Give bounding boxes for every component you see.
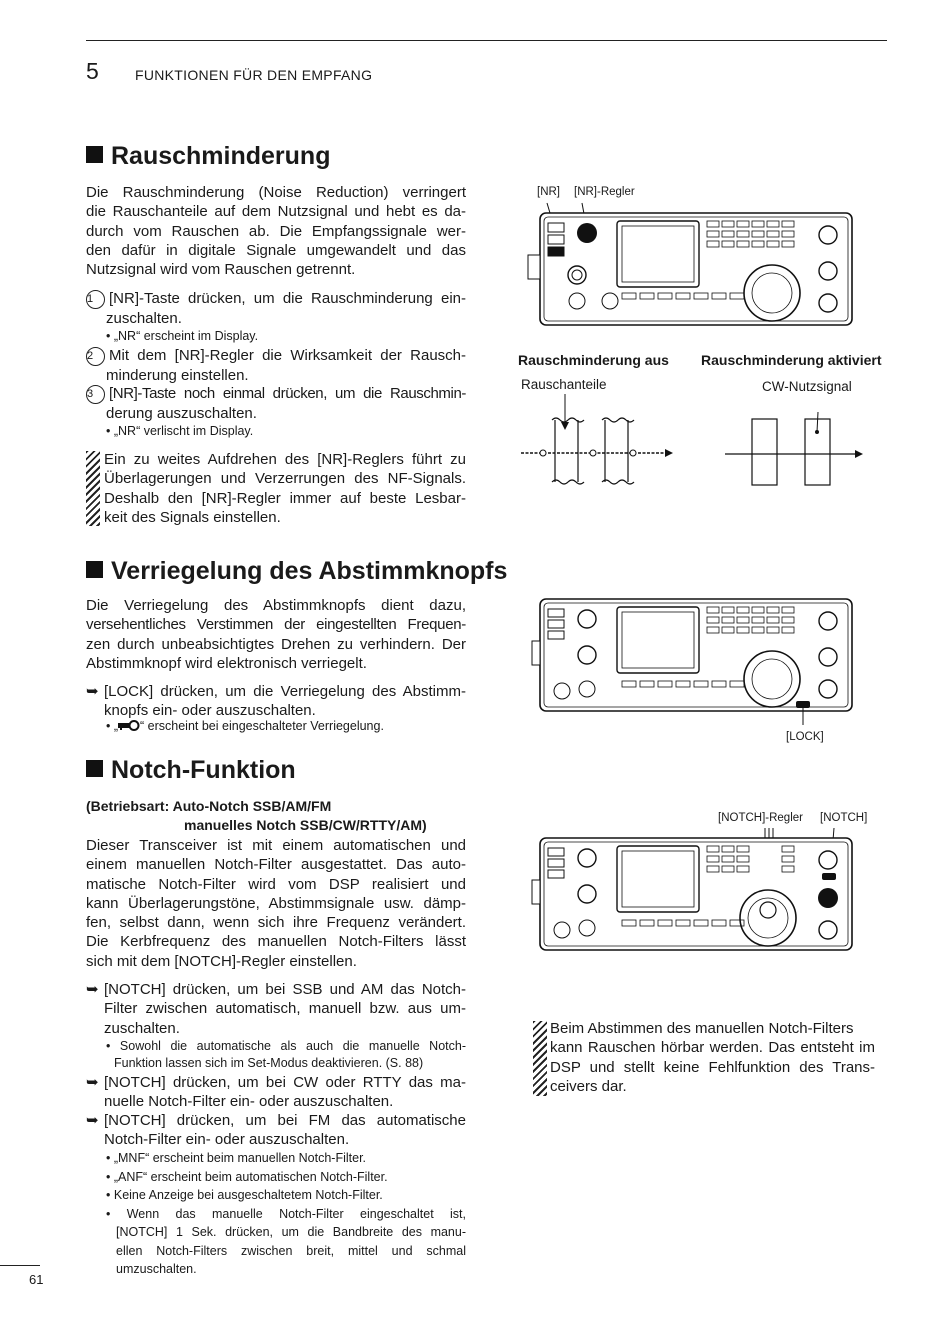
label-notch-knob: [NOTCH]-Regler (718, 812, 803, 824)
label-nr-button: [NR] (537, 186, 560, 198)
label-nr-knob: [NR]-Regler (574, 186, 635, 198)
step-number: 1 (86, 290, 105, 309)
caution-hatch-icon (86, 451, 100, 526)
notch-step-3: ➥ [NOTCH] drücken, um bei FM das automatische Notch-Filter ein- oder auszuschalten. (86, 1112, 466, 1149)
caution-hatch-icon (533, 1021, 547, 1096)
step-3-note: • „NR“ verlischt im Display. (106, 424, 254, 438)
notch-intro: Dieser Transceiver ist mit einem automatischen und einem manuellen Notch-Filter ausgestattet. Das auto- matische Notch-Filter wird vom DSP realisiert und kann Überlagerungstöne, Abstimmsignale usw. dämp- fen, selbst dann, wenn sich ihre Frequenz verändert. Die Kerbfrequenz des manuellen Notch-Filters lässt sich mit dem [NOTCH]-Regler einstellen. (86, 837, 466, 970)
dial-lock-intro: Die Verriegelung des Abstimmknopfs dient dazu, versehentliches Verstimmen der eingestellten Frequen- zen durch unbeabsichtigtes Drehen zu verhindern. Der Abstimmknopf wird elektronisch verriegelt. (86, 597, 466, 672)
diagram-off-title: Rauschminderung aus (518, 352, 669, 368)
dial-lock-note: • „ “ erscheint bei eingeschalteter Verriegelung. (106, 719, 384, 733)
notch-step-2: ➥ [NOTCH] drücken, um bei CW oder RTTY das ma- nuelle Notch-Filter ein- oder auszuschalten. (86, 1074, 466, 1111)
header-rule (86, 40, 887, 41)
chapter-title: FUNKTIONEN FÜR DEN EMPFANG (135, 67, 373, 83)
diagram-on-label: CW-Nutzsignal (762, 379, 852, 394)
chapter-number: 5 (86, 58, 99, 84)
diagram-on-title: Rauschminderung aktiviert (701, 352, 882, 368)
page-number-rule (0, 1265, 40, 1266)
square-bullet-icon (86, 760, 103, 777)
noise-reduction-diagram (515, 394, 875, 494)
transceiver-figure-nr (522, 195, 862, 335)
noise-reduction-step-2: 2 Mit dem [NR]-Regler die Wirksamkeit der Rausch- minderung einstellen. (87, 347, 466, 384)
transceiver-figure-notch (522, 826, 862, 956)
label-lock-button: [LOCK] (786, 731, 824, 743)
page-number: 61 (29, 1272, 44, 1287)
noise-reduction-caution: Ein zu weites Aufdrehen des [NR]-Reglers führt zu Überlagerungen und Verzerrungen des NF-Signals. Deshalb den [NR]-Regler immer auf beste Lesbar- keit des Signals einstellen. (104, 451, 466, 526)
square-bullet-icon (86, 561, 103, 578)
arrow-right-icon: ➥ (86, 683, 99, 700)
notch-mode-line-1: (Betriebsart: Auto-Notch SSB/AM/FM (86, 798, 332, 814)
square-bullet-icon (86, 146, 103, 163)
arrow-right-icon: ➥ (86, 1074, 99, 1091)
lock-key-icon (118, 720, 140, 731)
notch-notes: • „MNF“ erscheint beim manuellen Notch-Filter. • „ANF“ erscheint beim automatischen Notch-Filter. • Keine Anzeige bei ausgeschaltetem Notch-Filter. • Wenn das manuelle Notch-Filter eingeschaltet ist, [NOTCH] 1 Sek. drücken, um die Bandbreite des manu- ellen Notch-Filters zwischen breit, mittel und schmal umzuschalten. (106, 1151, 466, 1276)
label-notch-button: [NOTCH] (820, 812, 868, 824)
noise-reduction-step-1: 1 [NR]-Taste drücken, um die Rauschminderung ein- zuschalten. (87, 290, 466, 327)
notch-step-1-note: • Sowohl die automatische als auch die manuelle Notch- Funktion lassen sich im Set-Modus deaktivieren. (S. 88) (106, 1039, 466, 1070)
section-title-noise-reduction: Rauschminderung (86, 142, 330, 171)
section-title-dial-lock: Verriegelung des Abstimmknopfs (86, 557, 507, 586)
dial-lock-step: ➥ [LOCK] drücken, um die Verriegelung des Abstimm- knopfs ein- oder auszuschalten. (86, 683, 466, 720)
notch-caution: Beim Abstimmen des manuellen Notch-Filters kann Rauschen hörbar werden. Das entsteht im DSP und stellt keine Fehlfunktion des Trans- ceivers dar. (550, 1020, 875, 1095)
transceiver-figure-lock (522, 593, 862, 728)
step-1-note: • „NR“ erscheint im Display. (106, 329, 259, 343)
noise-reduction-step-3: 3 [NR]-Taste noch einmal drücken, um die Rauschmin- derung auszuschalten. (87, 385, 466, 422)
arrow-right-icon: ➥ (86, 981, 99, 998)
notch-step-1: ➥ [NOTCH] drücken, um bei SSB und AM das Notch- Filter zwischen automatisch, manuell bzw. aus um- zuschalten. (86, 981, 466, 1037)
arrow-right-icon: ➥ (86, 1112, 99, 1129)
diagram-off-label: Rauschanteile (521, 377, 607, 392)
section-title-notch: Notch-Funktion (86, 756, 296, 785)
notch-mode-line-2: manuelles Notch SSB/CW/RTTY/AM) (184, 817, 427, 833)
noise-reduction-intro: Die Rauschminderung (Noise Reduction) verringert die Rauschanteile auf dem Nutzsignal und hebt es da- durch vom Rauschen ab. Die Empfangssignale wer- den dafür in digitale Signale umgewandelt und das Nutzsignal wird vom Rauschen getrennt. (86, 184, 466, 279)
